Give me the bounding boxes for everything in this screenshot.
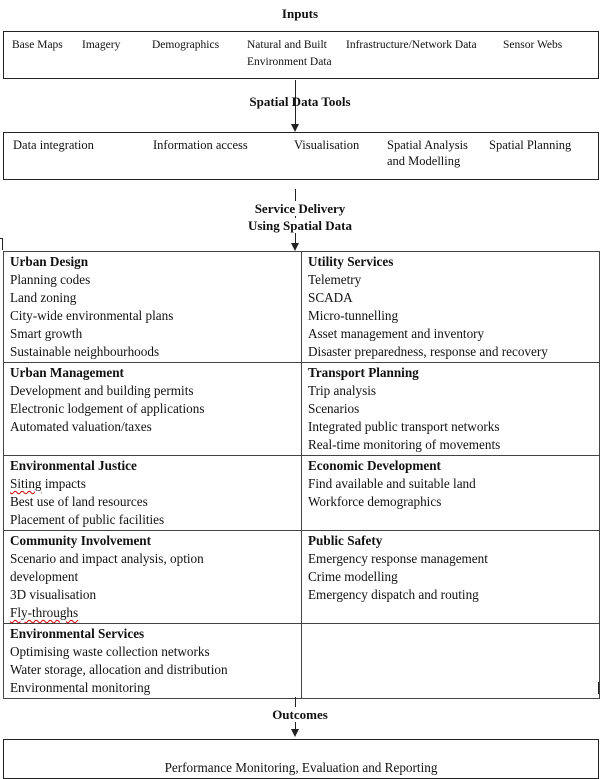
arrow-down-icon [291, 243, 299, 251]
service-item: Sustainable neighbourhoods [10, 344, 160, 359]
service-item: Water storage, allocation and distribution [10, 662, 228, 677]
service-heading [0, 200, 600, 234]
service-cell [302, 363, 600, 456]
service-item: City-wide environmental plans [10, 308, 174, 323]
service-row [4, 531, 600, 624]
service-item: SCADA [308, 290, 353, 305]
outcomes-heading [0, 707, 600, 723]
service-cell [302, 531, 600, 624]
outcomes-heading-text: Outcomes [272, 707, 328, 722]
service-item: Micro-tunnelling [308, 308, 399, 323]
service-row [4, 252, 600, 363]
service-category-title: Environmental Services [10, 626, 145, 641]
service-item: 3D visualisation [10, 587, 97, 602]
service-item: Disaster preparedness, response and recovery [308, 344, 548, 359]
service-item: Fly-throughs [10, 605, 79, 620]
arrow-down-icon [291, 124, 299, 132]
service-item: development [10, 569, 79, 584]
service-row [4, 456, 600, 531]
bracket-mark [0, 238, 3, 250]
tool-information-access: Information access [153, 138, 248, 152]
input-sensor-webs: Sensor Webs [503, 39, 563, 51]
service-item: Scenario and impact analysis, option [10, 551, 204, 566]
outcomes-text: Performance Monitoring, Evaluation and Reporting [164, 760, 438, 775]
service-item: Workforce demographics [308, 494, 442, 509]
service-cell [302, 456, 600, 531]
service-cell [4, 363, 302, 456]
service-item: Planning codes [10, 272, 91, 287]
arrow-down-icon [291, 729, 299, 737]
service-row [4, 624, 600, 699]
service-item: Optimising waste collection networks [10, 644, 210, 659]
input-imagery: Imagery [82, 39, 121, 51]
service-item: Telemetry [308, 272, 362, 287]
service-category-title: Urban Management [10, 365, 124, 380]
service-item: Trip analysis [308, 383, 377, 398]
service-heading-line1: Service Delivery [254, 201, 346, 216]
service-cell [4, 624, 302, 699]
service-cell [302, 624, 600, 699]
input-demographics: Demographics [152, 39, 220, 51]
service-item: Crime modelling [308, 569, 398, 584]
tool-spatial-analysis: Spatial Analysis [387, 138, 468, 152]
service-item: Find available and suitable land [308, 476, 476, 491]
input-natural-built: Natural and Built [247, 39, 327, 51]
service-category-title: Transport Planning [308, 365, 419, 380]
service-item: Best use of land resources [10, 494, 148, 509]
inputs-heading: Inputs [281, 6, 319, 21]
service-item: Placement of public facilities [10, 512, 165, 527]
tool-visualisation: Visualisation [294, 138, 360, 152]
service-heading-line2: Using Spatial Data [247, 218, 353, 233]
service-category-title: Utility Services [308, 254, 394, 269]
tool-spatial-planning: Spatial Planning [489, 138, 572, 152]
service-item: Siting impacts [10, 476, 86, 491]
service-item: Environmental monitoring [10, 680, 151, 695]
service-table [3, 251, 600, 699]
service-cell [302, 252, 600, 363]
tools-heading: Spatial Data Tools [249, 94, 351, 109]
service-item: Land zoning [10, 290, 77, 305]
service-item: Real-time monitoring of movements [308, 437, 501, 452]
service-item: Emergency dispatch and routing [308, 587, 479, 602]
service-row [4, 363, 600, 456]
tool-and-modelling: and Modelling [387, 154, 461, 168]
service-category-title: Urban Design [10, 254, 89, 269]
service-category-title: Environmental Justice [10, 458, 137, 473]
input-base-maps: Base Maps [12, 39, 63, 51]
service-category-title: Public Safety [308, 533, 383, 548]
service-category-title: Community Involvement [10, 533, 152, 548]
service-item: Asset management and inventory [308, 326, 485, 341]
service-cell [4, 252, 302, 363]
service-cell [4, 456, 302, 531]
service-item: Development and building permits [10, 383, 194, 398]
service-category-title: Economic Development [308, 458, 441, 473]
service-cell [4, 531, 302, 624]
input-environment-data: Environment Data [247, 56, 332, 68]
service-item: Emergency response management [308, 551, 488, 566]
service-item: Smart growth [10, 326, 83, 341]
service-item: Electronic lodgement of applications [10, 401, 205, 416]
service-item: Integrated public transport networks [308, 419, 500, 434]
service-item: Scenarios [308, 401, 360, 416]
tool-data-integration: Data integration [13, 138, 94, 152]
input-infrastructure: Infrastructure/Network Data [346, 39, 477, 51]
edge-tick [598, 682, 599, 694]
service-item: Automated valuation/taxes [10, 419, 152, 434]
